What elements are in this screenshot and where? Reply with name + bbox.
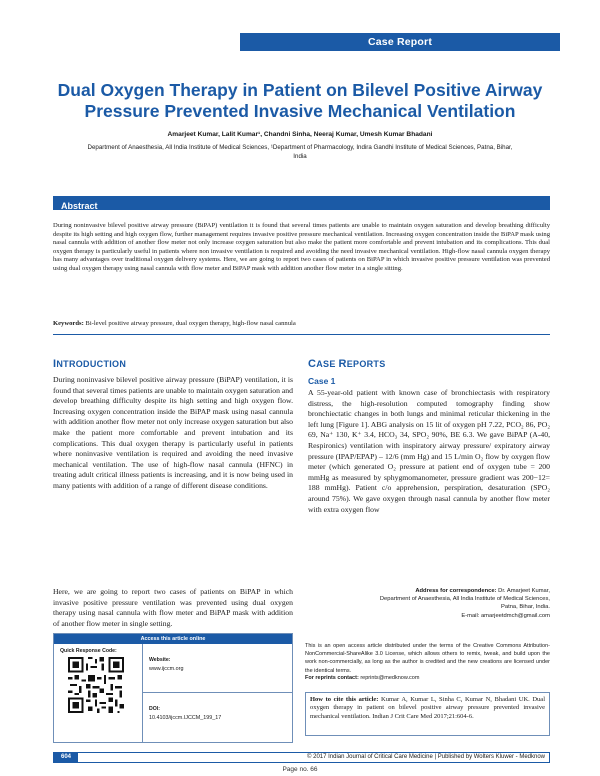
abstract-text: During noninvasive bilevel positive airway pressure (BiPAP) ventilation it is found that several times patients are unable to maintain oxygen saturation and develop breathing difficulty despite its high setting and high oxygen flow, further management requires invasive positive pressure mechanical ventilation. Increasing oxygen concentration inside the BiPAP mask using nasal cannula with addition of another flow meter not only increase oxygen saturation but also make the patient more comfortable and prevent intubation and its complications. This dual oxygen therapy is particularly useful in patients where non invasive ventilation is required and avoiding the need invasive mechanical ventilation. High-flow nasal cannula oxygen therapy has many advantages over traditional oxygen delivery systems. Here, we are going to report two cases of patients on BiPAP in which invasive positive pressure ventilation was prevented using dual oxygen therapy using nasal cannula with flow meter and BiPAP mask with addition another flow meter in a single sitting.	[53, 222, 550, 272]
footer-page-number: 604	[54, 753, 78, 762]
open-access-notice: This is an open access article distributed under the terms of the Creative Commons Attribution-NonCommercial-ShareAlike 3.0 License, which allows others to remix, tweak, and build upon the work non-commercially, as long as the author is credited and the new creations are licensed under the identical terms.	[305, 643, 550, 674]
intro-paragraph-2: Here, we are going to report two cases of patients on BiPAP in which invasive positive pressure ventilation was prevented using dual oxygen therapy using nasal cannula with flow meter and BiPAP mask with addition of another flow meter in single setting.	[53, 587, 293, 628]
correspondence-block	[305, 587, 550, 620]
website-link[interactable]: www.ijccm.org	[149, 666, 184, 672]
box-divider	[142, 644, 143, 743]
doi-link[interactable]: 10.4103/ijccm.IJCCM_199_17	[149, 715, 222, 721]
correspondence-line: Department of Anaesthesia, All India Institute of Medical Sciences,	[379, 596, 550, 603]
access-article-box	[53, 633, 293, 743]
viewer-page-number: Page no. 66	[282, 766, 318, 773]
reprints-contact	[305, 675, 550, 681]
correspondence-name: Dr. Amarjeet Kumar,	[496, 588, 550, 594]
divider	[53, 334, 550, 335]
doi-label: DOI:	[149, 706, 160, 712]
article-type-banner: Case Report	[240, 33, 560, 51]
abstract-heading: Abstract	[61, 201, 98, 211]
citation-text: Kumar A, Kumar L, Sinha C, Kumar N, Bhadani UK. Dual oxygen therapy in patient on bilevel positive airway pressure prevented invasive mechanical ventilation. Indian J Crit Care Med 2017;21:604-6.	[310, 696, 545, 720]
correspondence-label: Address for correspondence:	[415, 588, 497, 594]
case-1-heading: Case 1	[308, 376, 336, 386]
correspondence-line: Patna, Bihar, India.	[501, 604, 550, 611]
intro-paragraph-1: During noninvasive bilevel positive airway pressure (BiPAP) ventilation, it is found that several times patients are unable to maintain oxygen saturation and develop breathing difficulty despite its high setting and high oxygen flow. Increasing oxygen concentration inside the BiPAP mask using nasal cannula with addition another flow meter not only increase oxygen saturation but also make the patient more comfortable and prevent intubation and its complications. This dual oxygen therapy is particularly useful in patients where noninvasive ventilation is required and avoiding the need invasive mechanical ventilation. The use of high-flow nasal cannula (HFNC) in treating adult critical illness patients is increasing, and it is now being used in many patients with addition of a range of different disease conditions.	[53, 375, 293, 490]
article-title: Dual Oxygen Therapy in Patient on Bilevel Positive Airway Pressure Prevented Invasive Mechanical Ventilation	[57, 80, 543, 121]
keywords	[53, 320, 550, 329]
correspondence-email[interactable]: E-mail: amarjeetdmch@gmail.com	[461, 612, 550, 619]
reprints-label: For reprints contact:	[305, 675, 359, 681]
box-divider	[142, 692, 293, 693]
case-reports-heading: CASE REPORTS	[308, 358, 386, 370]
page-footer	[53, 752, 550, 763]
author-list: Amarjeet Kumar, Lalit Kumar¹, Chandni Sinha, Neeraj Kumar, Umesh Kumar Bhadani	[167, 131, 433, 138]
case-1-text: A 55-year-old patient with known case of bronchiectasis with respiratory distress, the high-resolution computed tomography finding show bronchiectatic changes in both lungs and minimal reticular thickening in the left lung [Figure 1]. ABG analysis on 15 lit of oxygen pH 7.22, PCO₂ 86, PO₂ 69, Na⁺ 130, K⁺ 3.4, HCO₃ 34, SPO₂ 90%, BE 6.3. We gave BiPAP (A-40, Respironics) ventilation with inspiratory airway pressure/ expiratory airway pressure (IPAP/EPAP) – 12/6 (mm Hg) and 15 L/min O₂ flow by oxygen flow meter (which generated O₂ pressure at patient end of oxygen tube = 200 mmHg as measured by sphygmomanometer, pressure gradient was 200−12= 188 mmHg). Patient c/o apprehension, perspiration, desaturation (SPO₂ around 75%). We gave oxygen through nasal cannula by another flow meter with extra oxygen flow	[308, 388, 550, 514]
keywords-value: Bi-level positive airway pressure, dual oxygen therapy, high-flow nasal cannula	[83, 320, 296, 327]
keywords-label: Keywords:	[53, 320, 84, 327]
citation-label: How to cite this article:	[310, 696, 379, 703]
abstract-heading-bar	[53, 196, 550, 210]
qr-label: Quick Response Code:	[60, 648, 117, 654]
access-box-header: Access this article online	[54, 634, 292, 644]
correspondence-heading	[305, 587, 550, 595]
citation-box	[305, 692, 550, 736]
qr-code-icon[interactable]	[68, 657, 124, 713]
reprints-email[interactable]: reprints@medknow.com	[358, 675, 420, 681]
footer-journal: © 2017 Indian Journal of Critical Care Medicine | Published by Wolters Kluwer - Medknow	[307, 754, 545, 760]
website-label: Website:	[149, 657, 171, 663]
affiliation: Department of Anaesthesia, All India Institute of Medical Sciences, ¹Department of Pharmacology, Indira Gandhi Institute of Medical Sciences, Patna, Bihar, India	[87, 144, 513, 160]
intro-heading: INTRODUCTION	[53, 358, 127, 370]
